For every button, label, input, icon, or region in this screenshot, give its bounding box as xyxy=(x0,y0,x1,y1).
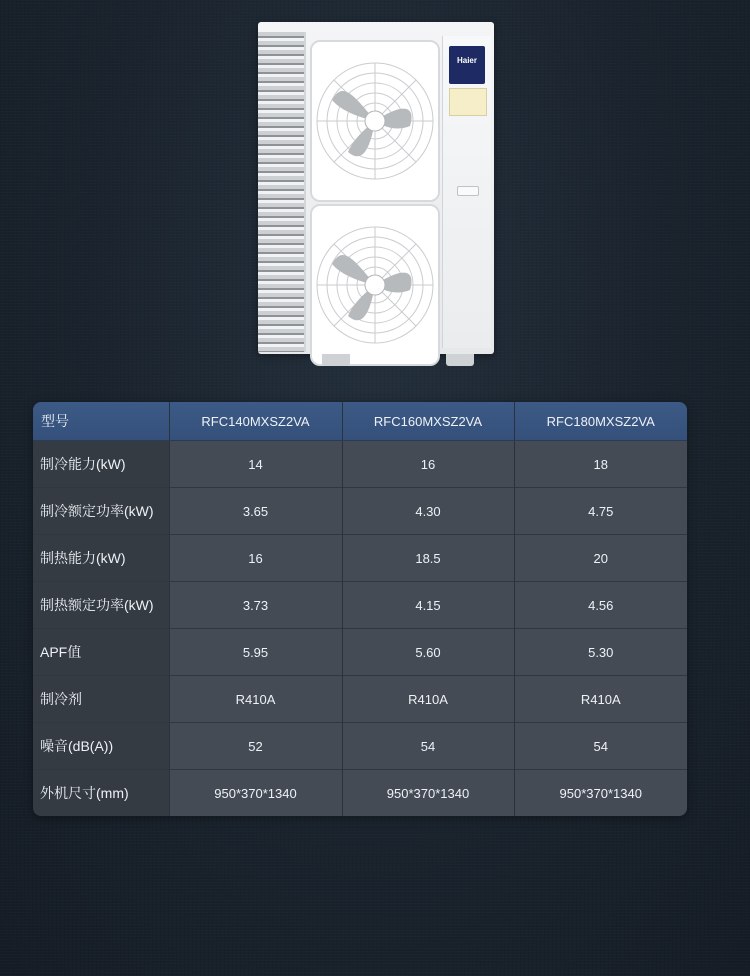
table-row xyxy=(33,535,687,582)
table-cell: 4.75 xyxy=(514,488,687,535)
service-panel xyxy=(442,36,491,348)
header-model: RFC180MXSZ2VA xyxy=(514,402,687,441)
table-cell: 16 xyxy=(169,535,342,582)
row-label: 制热能力(kW) xyxy=(33,535,169,582)
table-cell: 18 xyxy=(514,441,687,488)
table-row xyxy=(33,676,687,723)
table-row xyxy=(33,488,687,535)
row-label: 制冷剂 xyxy=(33,676,169,723)
table-cell: 16 xyxy=(342,441,514,488)
row-label: 制冷额定功率(kW) xyxy=(33,488,169,535)
table-cell: R410A xyxy=(342,676,514,723)
table-cell: 5.60 xyxy=(342,629,514,676)
table-cell: 52 xyxy=(169,723,342,770)
energy-label-sticker xyxy=(449,88,487,116)
row-label: 制热额定功率(kW) xyxy=(33,582,169,629)
table-cell: 4.15 xyxy=(342,582,514,629)
spec-table xyxy=(33,402,687,816)
table-cell: 4.56 xyxy=(514,582,687,629)
fan-grille-top xyxy=(310,40,440,202)
table-cell: 54 xyxy=(514,723,687,770)
table-cell: 3.65 xyxy=(169,488,342,535)
table-cell: 950*370*1340 xyxy=(169,770,342,817)
table-cell: 3.73 xyxy=(169,582,342,629)
fan-grille-bottom xyxy=(310,204,440,366)
table-cell: 950*370*1340 xyxy=(514,770,687,817)
table-cell: R410A xyxy=(169,676,342,723)
unit-foot-left xyxy=(322,354,350,366)
table-cell: 5.30 xyxy=(514,629,687,676)
table-cell: 950*370*1340 xyxy=(342,770,514,817)
header-model: RFC160MXSZ2VA xyxy=(342,402,514,441)
row-label: 制冷能力(kW) xyxy=(33,441,169,488)
table-header-row xyxy=(33,402,687,441)
table-cell: 5.95 xyxy=(169,629,342,676)
unit-foot-right xyxy=(446,354,474,366)
brand-logo: Haier xyxy=(449,46,485,84)
outdoor-unit-body xyxy=(258,22,494,354)
table-cell: 20 xyxy=(514,535,687,582)
header-label: 型号 xyxy=(33,402,169,441)
table-cell: 54 xyxy=(342,723,514,770)
table-row xyxy=(33,770,687,817)
heat-exchanger-fins xyxy=(258,32,306,352)
table-row xyxy=(33,441,687,488)
table-row xyxy=(33,723,687,770)
table-row xyxy=(33,629,687,676)
table-row xyxy=(33,582,687,629)
row-label: 外机尺寸(mm) xyxy=(33,770,169,817)
row-label: 噪音(dB(A)) xyxy=(33,723,169,770)
table-cell: 4.30 xyxy=(342,488,514,535)
header-model: RFC140MXSZ2VA xyxy=(169,402,342,441)
table-cell: R410A xyxy=(514,676,687,723)
table-cell: 18.5 xyxy=(342,535,514,582)
row-label: APF值 xyxy=(33,629,169,676)
table-cell: 14 xyxy=(169,441,342,488)
panel-handle xyxy=(457,186,479,196)
product-image xyxy=(256,22,496,370)
